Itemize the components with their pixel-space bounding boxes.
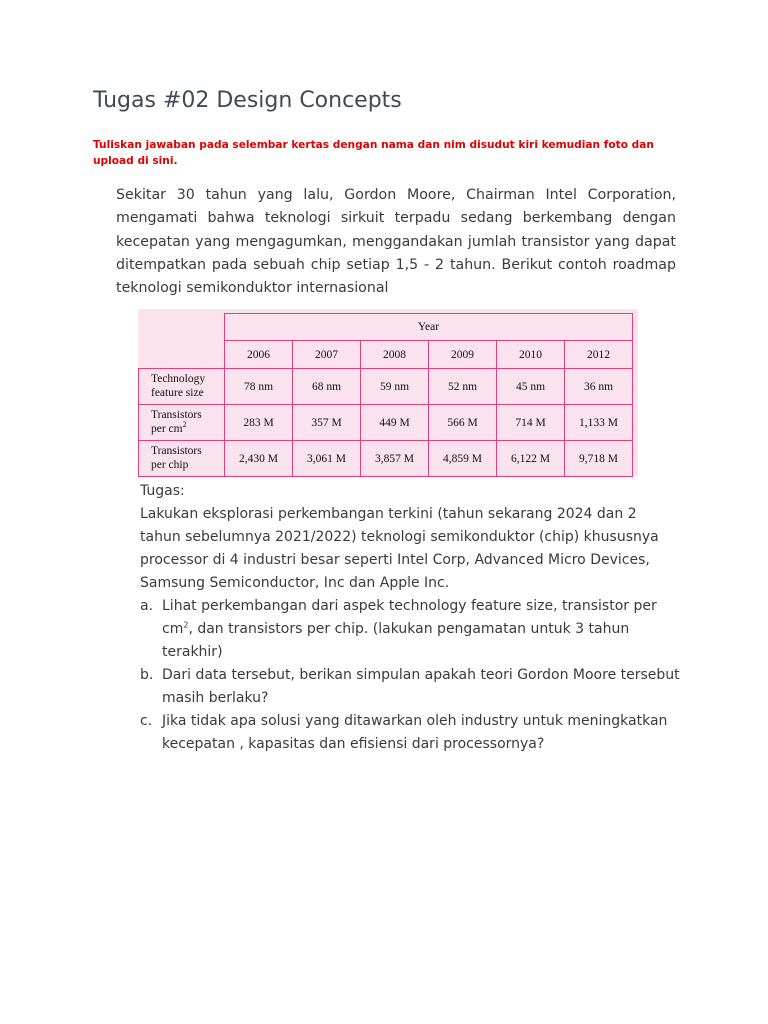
year-cell: 2010 <box>497 341 565 369</box>
year-cell: 2006 <box>225 341 293 369</box>
roadmap-table <box>138 313 633 477</box>
table-cell: 9,718 M <box>565 441 633 477</box>
roadmap-table-image <box>138 309 638 476</box>
intro-paragraph: Sekitar 30 tahun yang lalu, Gordon Moore, Chairman Intel Corporation, mengamati bahwa teknologi sirkuit terpadu sedang berkembang dengan kecepatan yang mengagumkan, menggandakan jumlah transistor yang dapat ditempatkan pada sebuah chip setiap 1,5 - 2 tahun. Berikut contoh roadmap teknologi semikonduktor internasional <box>116 187 676 297</box>
list-item: a. Lihat perkembangan dari aspek technology feature size, transistor per $cm^2$, dan transistors per chip. (lakukan pengamatan untuk 3 tahun terakhir) <box>140 595 680 664</box>
table-cell: 1,133 M <box>565 405 633 441</box>
table-cell: 52 nm <box>429 369 497 405</box>
table-cell: 566 M <box>429 405 497 441</box>
table-row <box>139 405 633 441</box>
task-heading: Tugas: <box>140 483 185 499</box>
list-item: c. Jika tidak apa solusi yang ditawarkan oleh industry untuk meningkatkan kecepatan , kapasitas dan efisiensi dari processornya? <box>140 710 680 756</box>
table-cell: 283 M <box>225 405 293 441</box>
year-cell: 2007 <box>293 341 361 369</box>
year-cell: 2008 <box>361 341 429 369</box>
table-cell: 3,061 M <box>293 441 361 477</box>
table-cell: 3,857 M <box>361 441 429 477</box>
table-cell: 36 nm <box>565 369 633 405</box>
table-cell: 449 M <box>361 405 429 441</box>
list-marker: b. <box>140 667 154 683</box>
task-section <box>140 480 680 756</box>
table-row <box>139 369 633 405</box>
table-cell: 714 M <box>497 405 565 441</box>
list-marker: a. <box>140 598 154 614</box>
list-marker: c. <box>140 713 153 729</box>
table-cell: 45 nm <box>497 369 565 405</box>
table-cell: 2,430 M <box>225 441 293 477</box>
table-cell: 4,859 M <box>429 441 497 477</box>
year-cell: 2012 <box>565 341 633 369</box>
year-header: Year <box>225 314 633 341</box>
table-corner <box>139 341 225 369</box>
row-label: Transistors per chip <box>139 441 225 477</box>
table-cell: 68 nm <box>293 369 361 405</box>
row-label: Technology feature size <box>139 369 225 405</box>
table-cell: 357 M <box>293 405 361 441</box>
table-cell: 6,122 M <box>497 441 565 477</box>
task-list <box>140 595 680 756</box>
list-item: b. Dari data tersebut, berikan simpulan apakah teori Gordon Moore tersebut masih berlaku? <box>140 664 680 710</box>
table-row <box>139 441 633 477</box>
page-title: Tugas #02 Design Concepts <box>93 88 402 113</box>
task-description: Lakukan eksplorasi perkembangan terkini (tahun sekarang 2024 dan 2 tahun sebelumnya 2021/2022) teknologi semikonduktor (chip) khususnya processor di 4 industri besar seperti Intel Corp, Advanced Micro Devices, Samsung Semiconductor, Inc dan Apple Inc. <box>140 506 659 591</box>
instruction-text: Tuliskan jawaban pada selembar kertas dengan nama dan nim disudut kiri kemudian foto dan upload di sini. <box>93 139 654 167</box>
table-cell: 78 nm <box>225 369 293 405</box>
year-cell: 2009 <box>429 341 497 369</box>
table-corner <box>139 314 225 341</box>
row-label: Transistors per $cm^2$ <box>139 405 225 441</box>
table-cell: 59 nm <box>361 369 429 405</box>
